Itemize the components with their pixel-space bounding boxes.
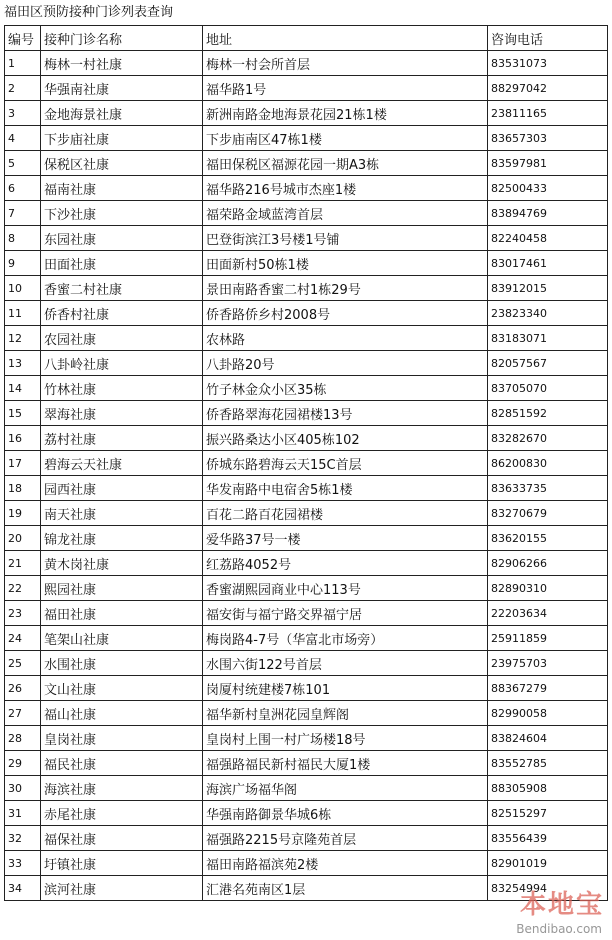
- cell-num: 30: [5, 776, 41, 801]
- cell-phone: 83282670: [488, 426, 608, 451]
- table-row: [5, 501, 608, 526]
- cell-num: 5: [5, 151, 41, 176]
- cell-address: 福强路福民新村福民大厦1楼: [203, 751, 488, 776]
- cell-phone: 88297042: [488, 76, 608, 101]
- cell-name: 水围社康: [41, 651, 203, 676]
- cell-address: 福强路2215号京隆苑首层: [203, 826, 488, 851]
- cell-address: 巴登街滨江3号楼1号铺: [203, 226, 488, 251]
- cell-num: 32: [5, 826, 41, 851]
- cell-name: 南天社康: [41, 501, 203, 526]
- table-row: [5, 176, 608, 201]
- cell-num: 23: [5, 601, 41, 626]
- cell-name: 熙园社康: [41, 576, 203, 601]
- table-row: [5, 551, 608, 576]
- cell-address: 八卦路20号: [203, 351, 488, 376]
- cell-num: 17: [5, 451, 41, 476]
- cell-num: 29: [5, 751, 41, 776]
- table-row: [5, 401, 608, 426]
- table-row: [5, 601, 608, 626]
- header-address: 地址: [203, 26, 488, 51]
- cell-phone: 83270679: [488, 501, 608, 526]
- cell-num: 20: [5, 526, 41, 551]
- cell-address: 农林路: [203, 326, 488, 351]
- cell-name: 八卦岭社康: [41, 351, 203, 376]
- table-row: [5, 826, 608, 851]
- cell-name: 福南社康: [41, 176, 203, 201]
- cell-name: 福保社康: [41, 826, 203, 851]
- header-name: 接种门诊名称: [41, 26, 203, 51]
- cell-address: 百花二路百花园裙楼: [203, 501, 488, 526]
- cell-address: 侨城东路碧海云天15C首层: [203, 451, 488, 476]
- cell-phone: 83657303: [488, 126, 608, 151]
- cell-address: 田面新村50栋1楼: [203, 251, 488, 276]
- cell-phone: 82500433: [488, 176, 608, 201]
- cell-phone: 82906266: [488, 551, 608, 576]
- cell-name: 锦龙社康: [41, 526, 203, 551]
- table-row: [5, 301, 608, 326]
- cell-num: 24: [5, 626, 41, 651]
- cell-address: 汇港名苑南区1层: [203, 876, 488, 901]
- clinic-table: [4, 25, 608, 901]
- cell-num: 22: [5, 576, 41, 601]
- cell-num: 21: [5, 551, 41, 576]
- cell-num: 4: [5, 126, 41, 151]
- table-row: [5, 251, 608, 276]
- table-row: [5, 351, 608, 376]
- cell-num: 11: [5, 301, 41, 326]
- watermark-url: Bendibao.com: [516, 922, 602, 936]
- header-num: 编号: [5, 26, 41, 51]
- cell-num: 12: [5, 326, 41, 351]
- cell-num: 19: [5, 501, 41, 526]
- cell-address: 福安街与福宁路交界福宁居: [203, 601, 488, 626]
- cell-phone: 83894769: [488, 201, 608, 226]
- cell-address: 侨香路侨乡村2008号: [203, 301, 488, 326]
- table-row: [5, 376, 608, 401]
- cell-num: 16: [5, 426, 41, 451]
- cell-address: 香蜜湖熙园商业中心113号: [203, 576, 488, 601]
- table-row: [5, 126, 608, 151]
- cell-phone: 83017461: [488, 251, 608, 276]
- cell-phone: 83552785: [488, 751, 608, 776]
- cell-name: 园西社康: [41, 476, 203, 501]
- cell-address: 福田南路福滨苑2楼: [203, 851, 488, 876]
- cell-name: 下沙社康: [41, 201, 203, 226]
- cell-name: 皇岗社康: [41, 726, 203, 751]
- table-row: [5, 151, 608, 176]
- cell-name: 荔村社康: [41, 426, 203, 451]
- table-row: [5, 451, 608, 476]
- cell-name: 笔架山社康: [41, 626, 203, 651]
- cell-phone: 82901019: [488, 851, 608, 876]
- cell-address: 下步庙南区47栋1楼: [203, 126, 488, 151]
- cell-num: 28: [5, 726, 41, 751]
- cell-name: 海滨社康: [41, 776, 203, 801]
- page-title: 福田区预防接种门诊列表查询: [4, 5, 174, 20]
- cell-phone: 22203634: [488, 601, 608, 626]
- table-row: [5, 651, 608, 676]
- cell-num: 26: [5, 676, 41, 701]
- cell-name: 竹林社康: [41, 376, 203, 401]
- table-row: [5, 676, 608, 701]
- cell-address: 福荣路金域蓝湾首层: [203, 201, 488, 226]
- cell-num: 7: [5, 201, 41, 226]
- cell-phone: 82990058: [488, 701, 608, 726]
- table-row: [5, 626, 608, 651]
- cell-name: 文山社康: [41, 676, 203, 701]
- cell-phone: 88305908: [488, 776, 608, 801]
- cell-phone: 82057567: [488, 351, 608, 376]
- cell-name: 梅林一村社康: [41, 51, 203, 76]
- cell-num: 9: [5, 251, 41, 276]
- cell-phone: 82851592: [488, 401, 608, 426]
- cell-phone: 83705070: [488, 376, 608, 401]
- cell-num: 8: [5, 226, 41, 251]
- cell-address: 福田保税区福源花园一期A3栋: [203, 151, 488, 176]
- table-row: [5, 326, 608, 351]
- cell-num: 33: [5, 851, 41, 876]
- cell-phone: 83620155: [488, 526, 608, 551]
- cell-num: 14: [5, 376, 41, 401]
- cell-address: 侨香路翠海花园裙楼13号: [203, 401, 488, 426]
- cell-phone: 83531073: [488, 51, 608, 76]
- cell-name: 香蜜二村社康: [41, 276, 203, 301]
- cell-name: 福山社康: [41, 701, 203, 726]
- cell-address: 红荔路4052号: [203, 551, 488, 576]
- cell-phone: 23811165: [488, 101, 608, 126]
- table-row: [5, 726, 608, 751]
- table-row: [5, 851, 608, 876]
- cell-name: 赤尾社康: [41, 801, 203, 826]
- cell-name: 华强南社康: [41, 76, 203, 101]
- cell-address: 振兴路桑达小区405栋102: [203, 426, 488, 451]
- cell-phone: 23823340: [488, 301, 608, 326]
- table-row: [5, 276, 608, 301]
- cell-name: 东园社康: [41, 226, 203, 251]
- cell-address: 华强南路御景华城6栋: [203, 801, 488, 826]
- cell-num: 18: [5, 476, 41, 501]
- table-header-row: [5, 26, 608, 51]
- cell-phone: 83633735: [488, 476, 608, 501]
- table-row: [5, 526, 608, 551]
- cell-name: 农园社康: [41, 326, 203, 351]
- cell-address: 皇岗村上围一村广场楼18号: [203, 726, 488, 751]
- cell-phone: 25911859: [488, 626, 608, 651]
- table-row: [5, 801, 608, 826]
- table-row: [5, 426, 608, 451]
- table-row: [5, 76, 608, 101]
- cell-address: 爱华路37号一楼: [203, 526, 488, 551]
- cell-num: 31: [5, 801, 41, 826]
- cell-phone: 82890310: [488, 576, 608, 601]
- cell-phone: 23975703: [488, 651, 608, 676]
- cell-name: 黄木岗社康: [41, 551, 203, 576]
- cell-address: 梅岗路4-7号（华富北市场旁）: [203, 626, 488, 651]
- cell-phone: 83254994: [488, 876, 608, 901]
- cell-address: 福华路1号: [203, 76, 488, 101]
- cell-address: 华发南路中电宿舍5栋1楼: [203, 476, 488, 501]
- cell-name: 侨香村社康: [41, 301, 203, 326]
- cell-name: 碧海云天社康: [41, 451, 203, 476]
- table-row: [5, 201, 608, 226]
- cell-num: 27: [5, 701, 41, 726]
- cell-address: 海滨广场福华阁: [203, 776, 488, 801]
- cell-phone: 83912015: [488, 276, 608, 301]
- cell-phone: 82240458: [488, 226, 608, 251]
- cell-name: 保税区社康: [41, 151, 203, 176]
- cell-phone: 86200830: [488, 451, 608, 476]
- cell-name: 圩镇社康: [41, 851, 203, 876]
- cell-num: 13: [5, 351, 41, 376]
- cell-name: 福民社康: [41, 751, 203, 776]
- cell-address: 竹子林金众小区35栋: [203, 376, 488, 401]
- cell-phone: 83183071: [488, 326, 608, 351]
- header-phone: 咨询电话: [488, 26, 608, 51]
- cell-name: 翠海社康: [41, 401, 203, 426]
- cell-name: 福田社康: [41, 601, 203, 626]
- cell-name: 滨河社康: [41, 876, 203, 901]
- cell-address: 福华路216号城市杰座1楼: [203, 176, 488, 201]
- cell-phone: 83556439: [488, 826, 608, 851]
- table-row: [5, 751, 608, 776]
- cell-num: 6: [5, 176, 41, 201]
- cell-num: 1: [5, 51, 41, 76]
- table-row: [5, 226, 608, 251]
- table-row: [5, 51, 608, 76]
- table-row: [5, 876, 608, 901]
- cell-phone: 82515297: [488, 801, 608, 826]
- table-row: [5, 776, 608, 801]
- cell-num: 15: [5, 401, 41, 426]
- cell-name: 田面社康: [41, 251, 203, 276]
- cell-address: 福华新村皇洲花园皇辉阁: [203, 701, 488, 726]
- cell-name: 下步庙社康: [41, 126, 203, 151]
- cell-address: 新洲南路金地海景花园21栋1楼: [203, 101, 488, 126]
- cell-address: 景田南路香蜜二村1栋29号: [203, 276, 488, 301]
- cell-phone: 83597981: [488, 151, 608, 176]
- table-row: [5, 476, 608, 501]
- table-row: [5, 101, 608, 126]
- table-row: [5, 576, 608, 601]
- cell-address: 梅林一村会所首层: [203, 51, 488, 76]
- cell-num: 2: [5, 76, 41, 101]
- cell-num: 3: [5, 101, 41, 126]
- cell-address: 水围六街122号首层: [203, 651, 488, 676]
- cell-address: 岗厦村统建楼7栋101: [203, 676, 488, 701]
- cell-name: 金地海景社康: [41, 101, 203, 126]
- cell-num: 10: [5, 276, 41, 301]
- watermark-logo: 本地宝: [519, 890, 604, 920]
- cell-num: 25: [5, 651, 41, 676]
- cell-phone: 83824604: [488, 726, 608, 751]
- cell-phone: 88367279: [488, 676, 608, 701]
- table-row: [5, 701, 608, 726]
- cell-num: 34: [5, 876, 41, 901]
